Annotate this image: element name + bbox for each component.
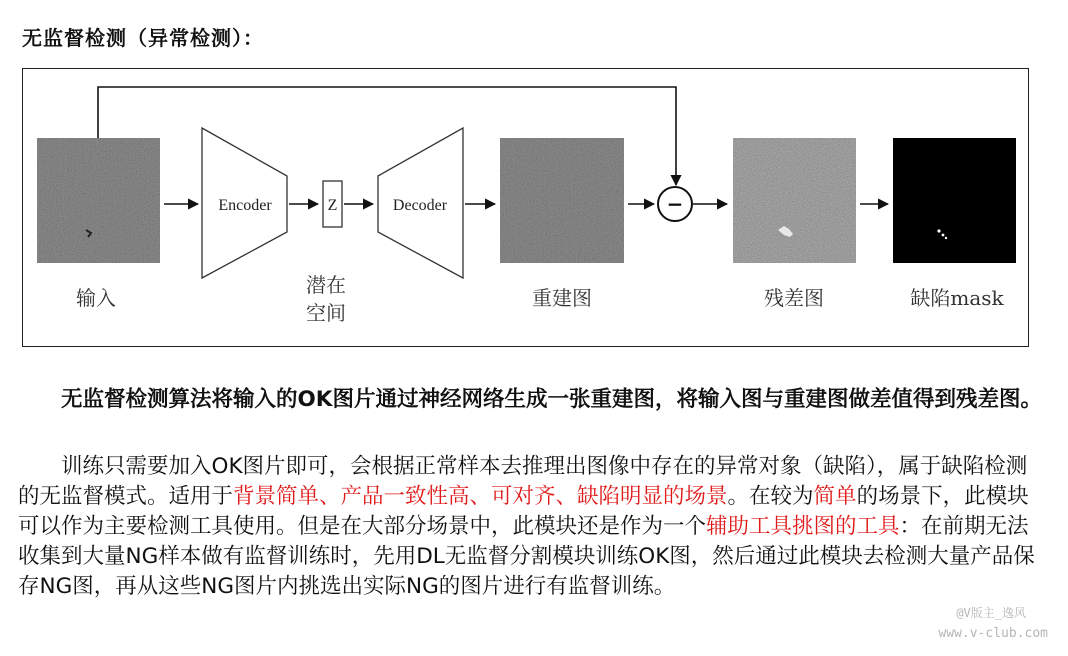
detail-text-3: 的场景下，此模块可以作为主要检测工具使用。但是在大部分场景中，此模块还是作为一个 (18, 484, 1029, 539)
slide-title: 无监督检测（异常检测）： (22, 26, 264, 50)
highlight-auxiliary-tool: 辅助工具挑图的工具 (706, 514, 900, 539)
label-defect-mask: 缺陷mask (910, 286, 1004, 310)
watermark-url: www.v-club.com (938, 626, 1048, 641)
summary-paragraph (18, 385, 1048, 415)
reconstruction-image (500, 138, 624, 263)
latent-symbol: Z (327, 197, 338, 214)
encoder-label: Encoder (218, 197, 272, 214)
detail-text-2: 。在较为 (727, 484, 814, 509)
defect-mask-image (893, 138, 1016, 263)
highlight-applicable-scenes: 背景简单、产品一致性高、可对齐、缺陷明显的场景 (233, 484, 728, 509)
minus-icon: − (666, 192, 684, 216)
label-residual: 残差图 (764, 286, 824, 310)
highlight-simple: 简单 (813, 484, 857, 509)
detail-text-4: ：在前期无法收集到大量NG样本做有监督训练时，先用DL无监督分割模块训练OK图，然后通过此模块去检测大量产品保存NG图，再从这些NG图片内挑选出实际NG的图片进行有监督训练。 (18, 514, 1035, 599)
summary-text: 无监督检测算法将输入的OK图片通过神经网络生成一张重建图，将输入图与重建图做差值得到残差图。 (61, 387, 1042, 412)
detail-text-1: 训练只需要加入OK图片即可，会根据正常样本去推理出图像中存在的异常对象（缺陷），属于缺陷检测的无监督模式。适用于 (18, 454, 1028, 509)
watermark-author: @V版主_逸风 (956, 606, 1026, 620)
label-input: 输入 (76, 286, 116, 310)
label-latent-line1: 潜在 (306, 273, 346, 297)
residual-image (733, 138, 856, 263)
label-latent-line2: 空间 (306, 301, 346, 325)
input-image (37, 138, 160, 263)
indent (18, 454, 61, 479)
indent (18, 387, 61, 412)
decoder-label: Decoder (392, 197, 448, 214)
label-reconstruction: 重建图 (532, 286, 592, 310)
detail-paragraph (18, 452, 1048, 602)
